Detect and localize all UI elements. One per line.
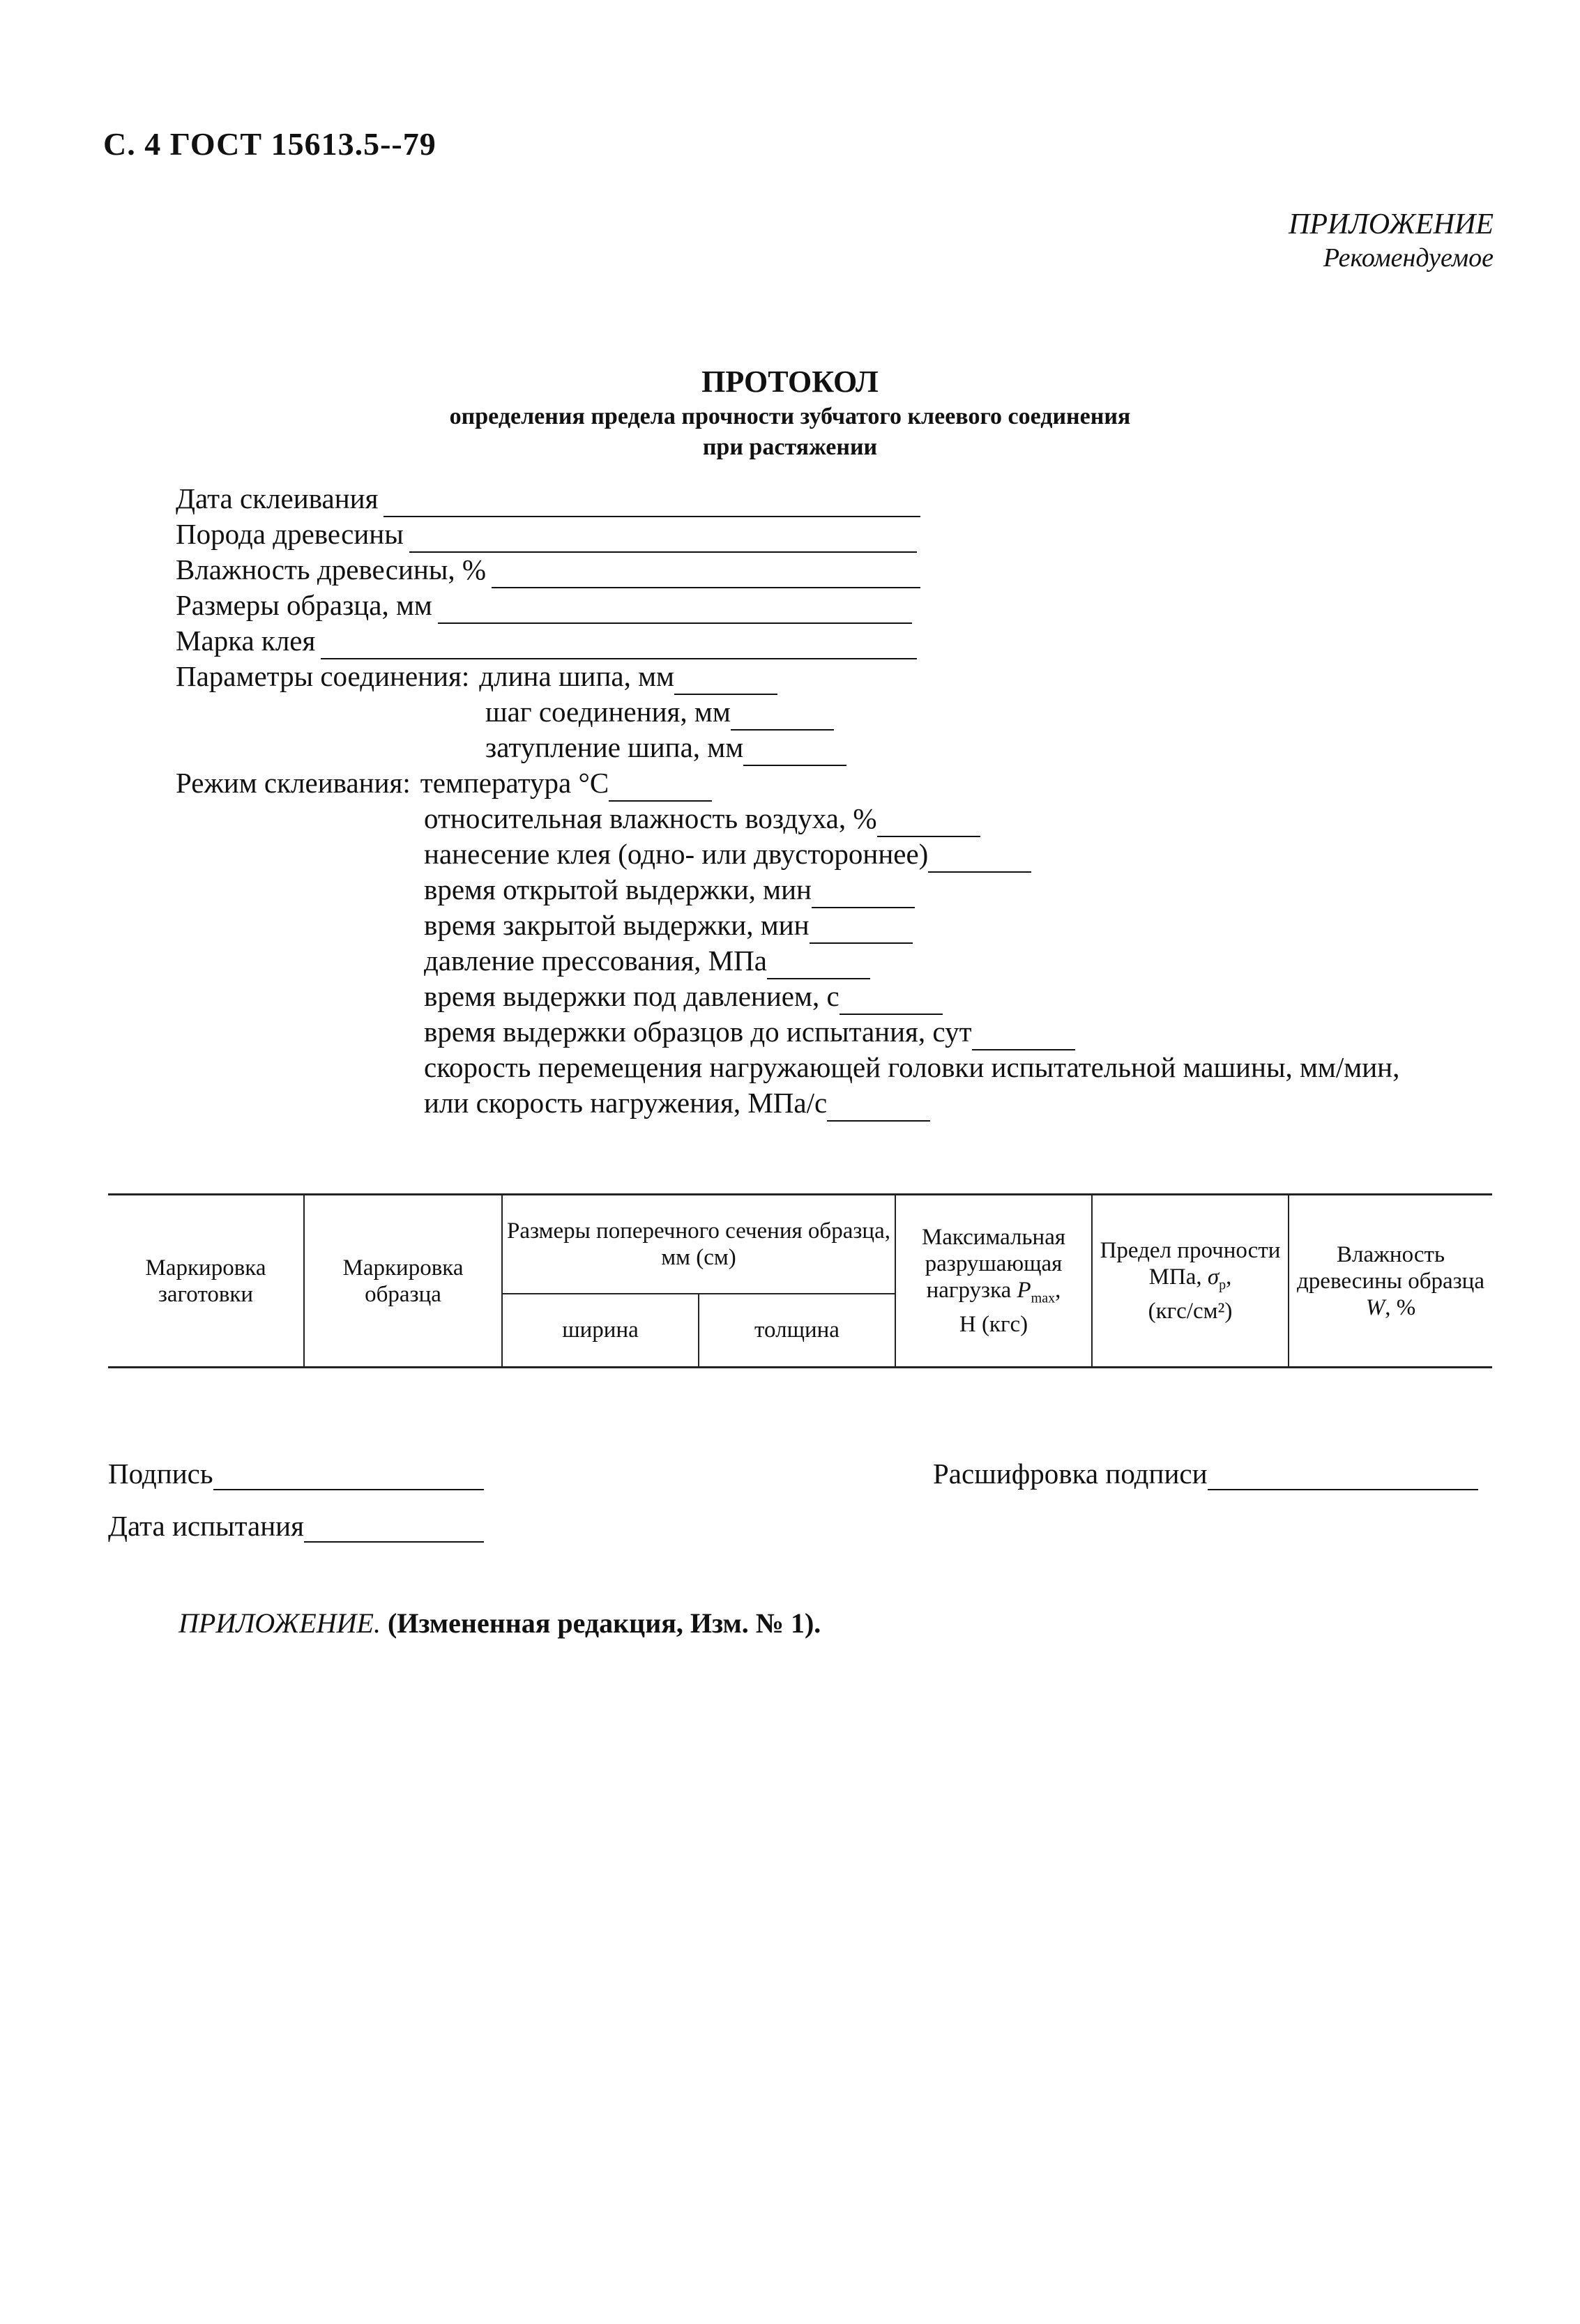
signature-decode-blank[interactable]: [1208, 1464, 1478, 1490]
field-blank[interactable]: [972, 1024, 1075, 1050]
field-air-humidity: [424, 801, 980, 837]
protocol-title: [0, 362, 1580, 463]
field-blank[interactable]: [321, 633, 917, 659]
col-strength-label: Предел прочности МПа,: [1100, 1237, 1281, 1290]
col-moisture: [1289, 1195, 1492, 1368]
col-strength-limit: Предел прочности МПа, $\sigma_р$, (кгс/см²): [1092, 1195, 1289, 1368]
col-moisture-label: Влажность древесины образца: [1297, 1241, 1484, 1294]
revision-text: (Измененная редакция, Изм. № 1).: [387, 1607, 821, 1639]
field-blank[interactable]: [840, 988, 943, 1015]
moisture-unit: , %: [1385, 1294, 1416, 1320]
field-label: температура °С: [420, 767, 609, 799]
field-joint-params: [176, 659, 777, 695]
col-max-load-label: Максимальная разрушающая нагрузка: [921, 1224, 1066, 1303]
field-glue-application: [424, 836, 1031, 873]
field-pressure-time: [424, 979, 943, 1015]
revision-appendix-label: ПРИЛОЖЕНИЕ.: [178, 1607, 381, 1639]
field-label: время закрытой выдержки, мин: [424, 909, 810, 941]
field-blank[interactable]: [609, 775, 712, 802]
signature-blank[interactable]: [213, 1464, 484, 1490]
field-blank[interactable]: [767, 953, 870, 979]
field-blank[interactable]: [438, 597, 912, 624]
field-blank[interactable]: [877, 811, 980, 837]
field-joint-pitch: [485, 694, 834, 731]
test-date-blank[interactable]: [304, 1516, 484, 1543]
col-sample-marking: Маркировка образца: [304, 1195, 502, 1368]
results-table: [108, 1193, 1492, 1368]
col-width: ширина: [502, 1294, 699, 1368]
strength-symbol: σ: [1207, 1264, 1220, 1290]
field-open-time: [424, 872, 915, 908]
moisture-symbol: W: [1365, 1294, 1385, 1320]
field-label: Дата склеивания: [176, 482, 379, 514]
field-label: длина шипа, мм: [479, 660, 674, 692]
field-glue-mode: [176, 765, 712, 802]
field-tenon-blunt: [485, 730, 846, 766]
field-blank[interactable]: [492, 562, 920, 588]
field-blank[interactable]: [827, 1095, 930, 1122]
field-label: затупление шипа, мм: [485, 731, 744, 763]
field-glue-date: [176, 481, 920, 517]
col-max-load: Максимальная разрушающая нагрузка $P_{max}$, Н (кгс): [895, 1195, 1092, 1368]
strength-subscript: р: [1219, 1277, 1226, 1293]
field-label: Размеры образца, мм: [176, 589, 432, 621]
field-blank[interactable]: [928, 846, 1031, 873]
field-blank[interactable]: [812, 882, 915, 908]
field-closed-time: [424, 908, 913, 944]
col-thickness: толщина: [699, 1294, 895, 1368]
field-label: время выдержки под давлением, с: [424, 980, 840, 1012]
col-blank-marking: Маркировка заготовки: [108, 1195, 304, 1368]
field-blank[interactable]: [674, 668, 777, 695]
col-max-load-unit: Н (кгс): [959, 1312, 1028, 1338]
field-label: относительная влажность воздуха, %: [424, 802, 877, 834]
field-label: Марка клея: [176, 625, 316, 657]
appendix-title: ПРИЛОЖЕНИЕ: [1289, 208, 1494, 240]
field-wood-moisture: [176, 552, 920, 588]
signature-decode-field: [933, 1457, 1478, 1490]
max-load-symbol: P: [1017, 1277, 1031, 1303]
revision-note: [178, 1607, 821, 1639]
field-blank[interactable]: [383, 491, 920, 517]
page-header: С. 4 ГОСТ 15613.5--79: [103, 126, 436, 162]
field-hold-time: [424, 1014, 1075, 1050]
test-date-field: [108, 1509, 484, 1543]
test-date-label: Дата испытания: [108, 1510, 304, 1542]
field-blank[interactable]: [810, 917, 913, 944]
field-label: время открытой выдержки, мин: [424, 873, 812, 905]
field-glue-brand: [176, 623, 917, 659]
field-label: скорость перемещения нагружающей головки испытательной машины, мм/мин,: [424, 1051, 1400, 1083]
field-label: Порода древесины: [176, 518, 404, 550]
field-label: шаг соединения, мм: [485, 696, 731, 728]
field-load-rate: [424, 1085, 930, 1122]
max-load-subscript: max: [1031, 1290, 1056, 1306]
field-blank[interactable]: [409, 526, 917, 553]
field-wood-species: [176, 517, 917, 553]
signature-field: [108, 1457, 484, 1490]
col-cross-section: Размеры поперечного сечения образца, мм (см): [502, 1195, 895, 1294]
field-label: Влажность древесины, %: [176, 553, 487, 586]
field-blank[interactable]: [743, 740, 846, 766]
appendix-label: [1289, 208, 1494, 275]
protocol-subtitle-1: определения предела прочности зубчатого клеевого соединения: [449, 404, 1131, 429]
appendix-status: Рекомендуемое: [1323, 243, 1494, 273]
field-label: или скорость нагружения, МПа/с: [424, 1087, 828, 1119]
signature-decode-label: Расшифровка подписи: [933, 1458, 1208, 1490]
protocol-main-title: ПРОТОКОЛ: [701, 365, 879, 399]
signature-label: Подпись: [108, 1458, 213, 1490]
field-label: давление прессования, МПа: [424, 945, 767, 977]
field-press-pressure: [424, 943, 870, 979]
field-label: время выдержки образцов до испытания, сут: [424, 1016, 972, 1048]
field-blank[interactable]: [731, 704, 834, 731]
col-strength-unit: (кгс/см²): [1148, 1299, 1233, 1324]
field-label: Параметры соединения:: [176, 660, 470, 692]
field-label: нанесение клея (одно- или двустороннее): [424, 838, 929, 870]
protocol-subtitle-2: при растяжении: [702, 434, 878, 460]
field-head-speed: [424, 1050, 1399, 1086]
field-label: Режим склеивания:: [176, 767, 411, 799]
field-sample-size: [176, 588, 912, 624]
